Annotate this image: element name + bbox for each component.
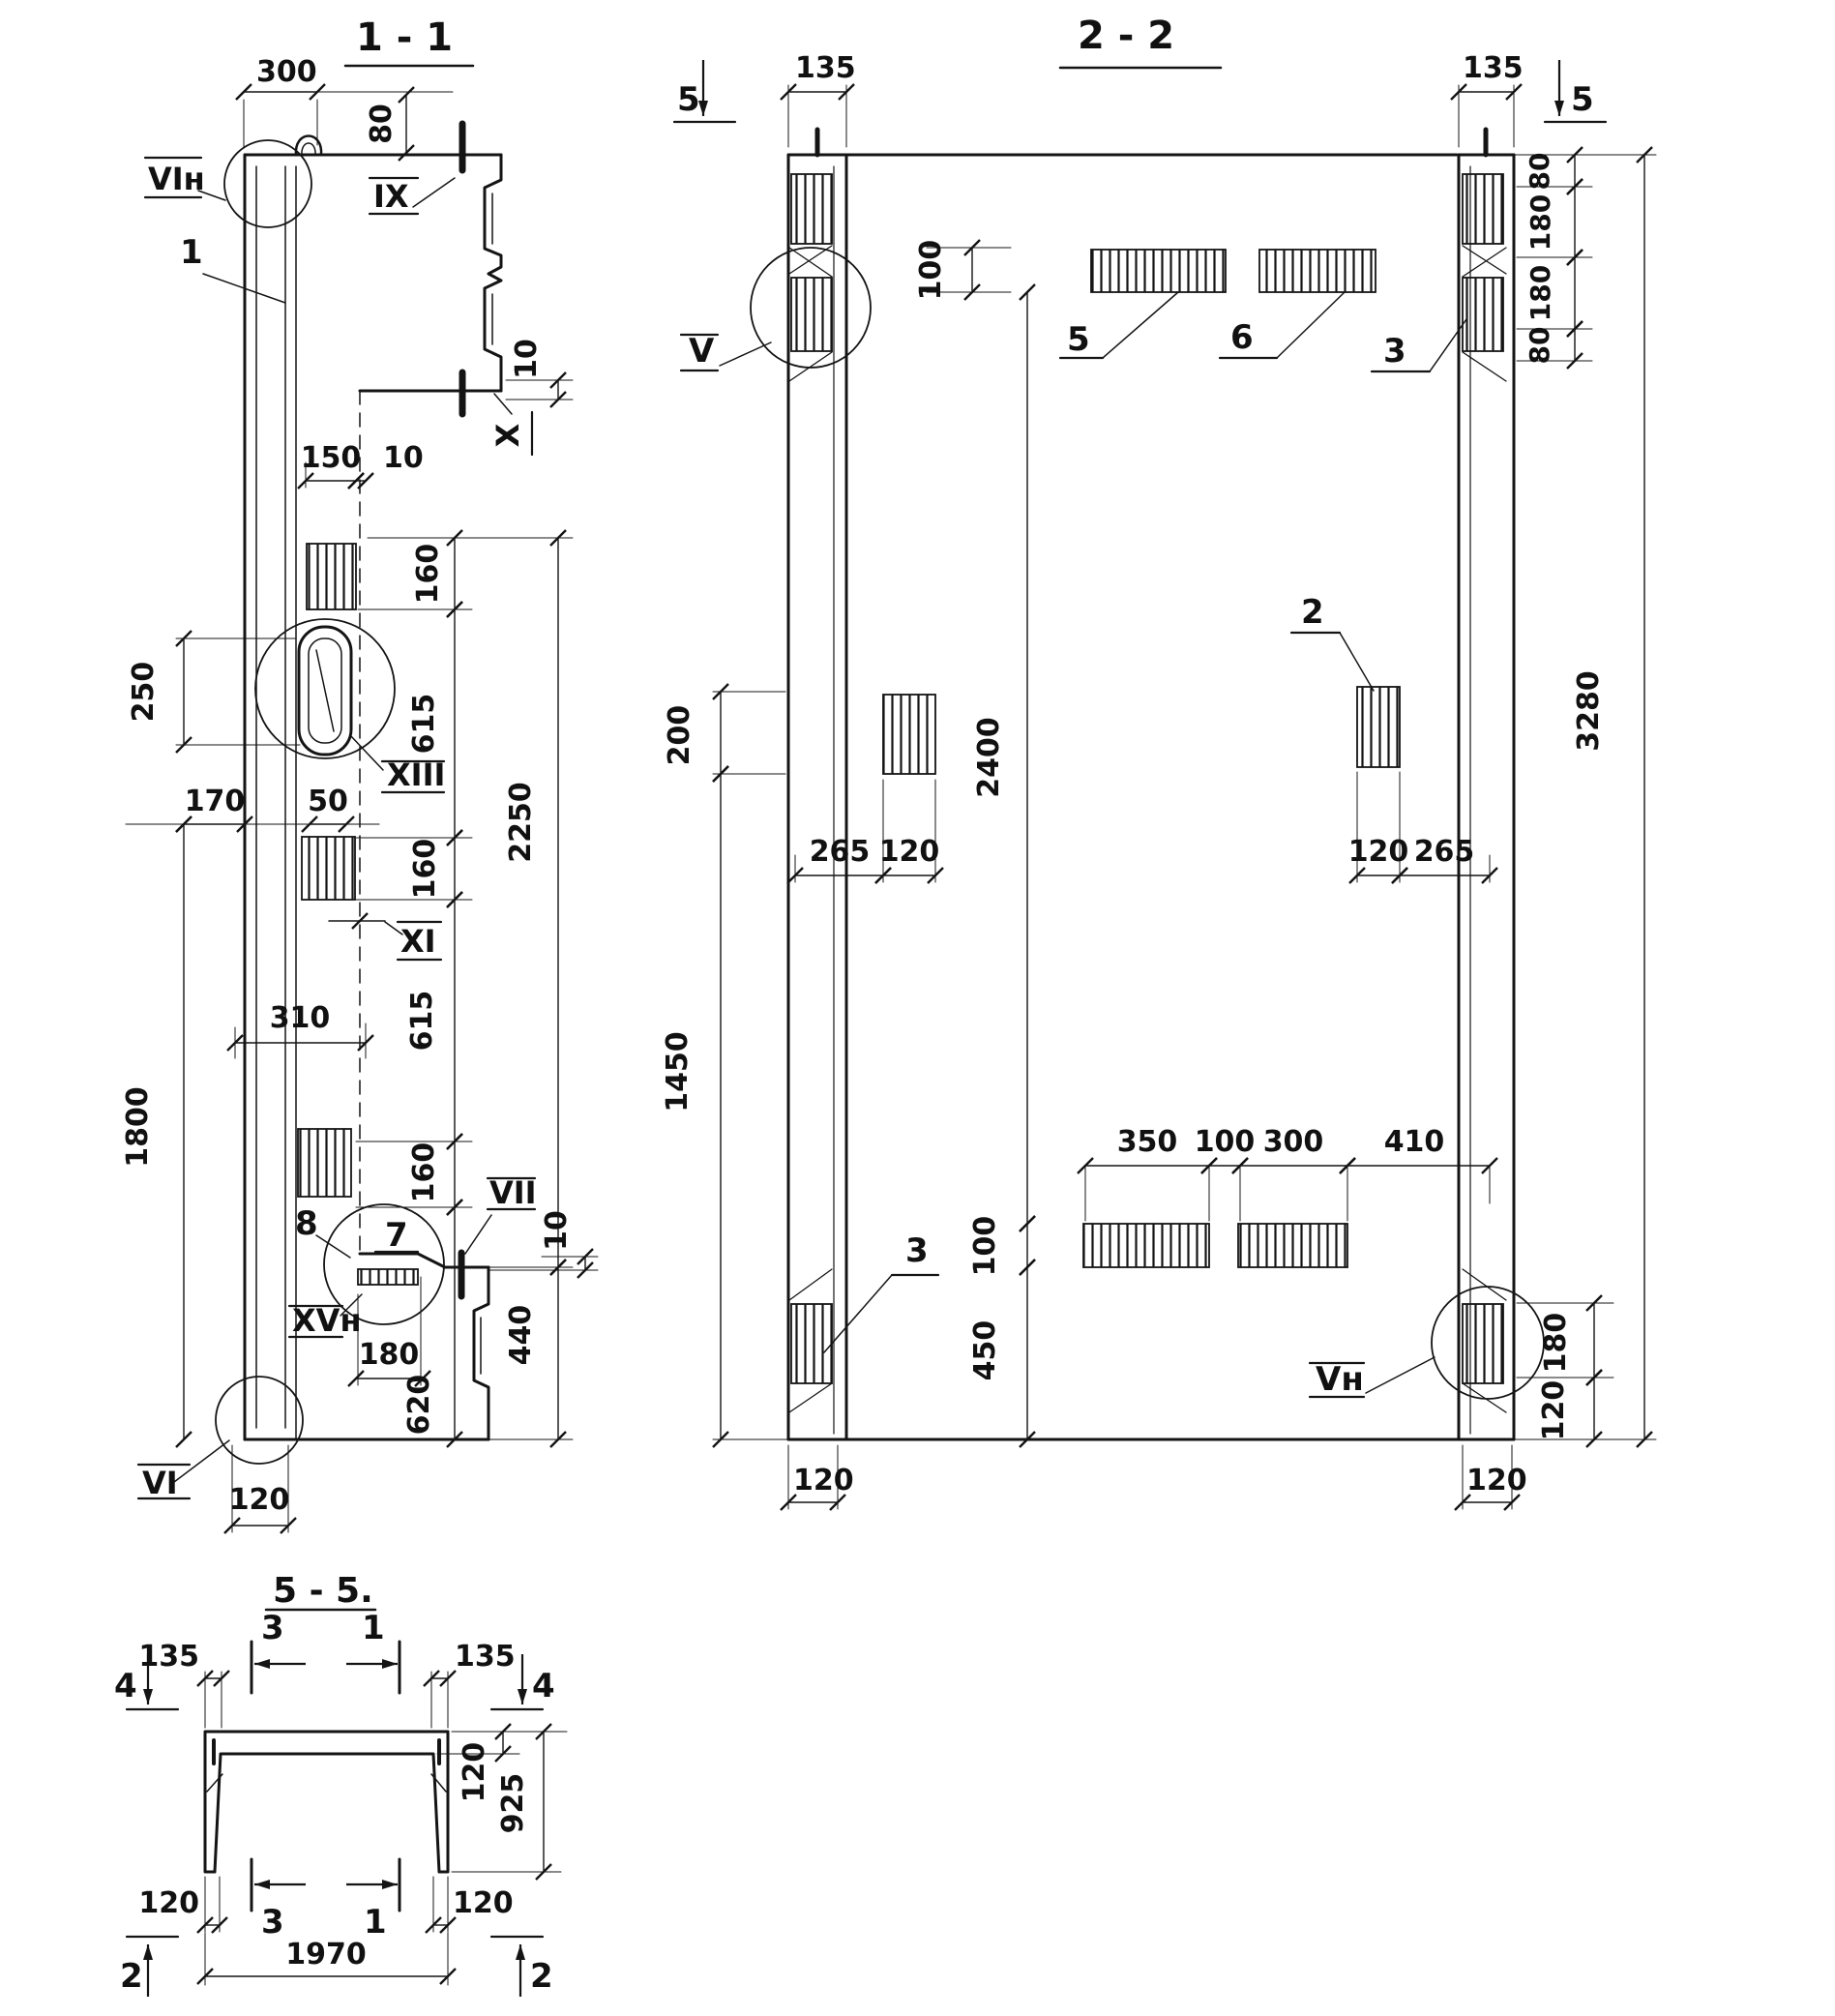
dim-615-a: 615 [407, 693, 441, 755]
leader-5: 5 [1067, 320, 1090, 359]
marker-2-right: 2 [530, 1957, 553, 1996]
dim-1970: 1970 [285, 1938, 367, 1972]
dim-2250: 2250 [504, 782, 538, 863]
drawing-line [789, 1269, 832, 1300]
leader-3-left: 3 [905, 1231, 929, 1270]
dim-10-bottom: 10 [540, 1210, 574, 1251]
dim-120-under-right: 120 [1466, 1464, 1527, 1497]
section-2-2 [661, 14, 1656, 1510]
rebar-hatch-area [1083, 1224, 1209, 1267]
dim-265-right: 265 [1413, 835, 1475, 869]
leader-3-top: 3 [1383, 332, 1406, 371]
drawing-line [1340, 633, 1374, 691]
marker-2-left: 2 [120, 1957, 143, 1996]
drawing-line [1103, 292, 1178, 358]
dim-100-mid: 100 [1194, 1125, 1256, 1159]
drawing-line [316, 1235, 350, 1258]
rebar-hatch-area [1463, 278, 1503, 351]
marker-1-top: 1 [362, 1609, 385, 1647]
dim-440: 440 [504, 1304, 538, 1366]
label-v-n: Vн [1316, 1360, 1364, 1399]
rebar-hatch-area [791, 278, 832, 351]
arrow-head [143, 1944, 153, 1960]
dim-135-right: 135 [455, 1640, 516, 1674]
drawing-path [302, 143, 315, 155]
drawing-line [1463, 248, 1506, 277]
dim-120-bottom-right: 120 [453, 1886, 514, 1920]
arrow-head [254, 1880, 270, 1889]
arrow-head [518, 1689, 527, 1705]
drawing-line [465, 1215, 491, 1254]
arrow-head [382, 1659, 398, 1669]
dim-160-c: 160 [407, 1141, 441, 1203]
label-xv-n: XVн [292, 1302, 362, 1339]
dim-620: 620 [402, 1374, 436, 1436]
dim-410: 410 [1383, 1125, 1445, 1159]
rebar-hatch-area [1463, 174, 1503, 244]
dim-1800: 1800 [121, 1086, 155, 1168]
detail-circle [216, 1377, 303, 1464]
label-vi: VI [142, 1465, 178, 1501]
rebar-hatch-area [1091, 250, 1226, 292]
dim-1450: 1450 [661, 1031, 695, 1112]
dim-250: 250 [127, 661, 161, 723]
drawing-line [174, 1440, 229, 1482]
dim-120-bottom-left: 120 [138, 1886, 199, 1920]
rebar-hatch-area [1463, 1304, 1503, 1383]
rebar-hatch-area [1238, 1224, 1347, 1267]
drawing-line [418, 1254, 445, 1267]
dim-180: 180 [358, 1338, 420, 1372]
rebar-hatch-area [791, 174, 832, 244]
drawing-line [1366, 1357, 1435, 1393]
label-ix: IX [373, 178, 409, 215]
drawing-outline [485, 155, 501, 391]
label-xi: XI [400, 923, 436, 960]
dim-180-bottom: 180 [1539, 1312, 1573, 1374]
rebar-hatch-area [302, 837, 355, 900]
dim-120-slab: 120 [458, 1741, 491, 1803]
marker-4-right: 4 [532, 1667, 555, 1705]
drawing-line [350, 735, 383, 770]
dim-80-top-b: 80 [1524, 326, 1555, 365]
dim-160-b: 160 [408, 838, 442, 900]
marker-5-left: 5 [677, 80, 700, 119]
dim-135-left: 135 [795, 51, 856, 85]
arrow-head [143, 1689, 153, 1705]
dim-120-right: 120 [1347, 835, 1409, 869]
dim-180-top-a: 180 [1524, 193, 1556, 252]
dim-170: 170 [184, 785, 246, 818]
dim-450: 450 [968, 1319, 1002, 1381]
dim-50: 50 [308, 785, 348, 818]
dim-350: 350 [1116, 1125, 1178, 1159]
dim-300: 300 [1262, 1125, 1324, 1159]
drawing-line [1463, 352, 1506, 381]
dim-2400: 2400 [972, 717, 1006, 798]
dim-180-top-b: 180 [1524, 264, 1556, 322]
drawing-line [789, 352, 832, 381]
label-vii: VII [489, 1174, 537, 1211]
arrow-head [516, 1944, 525, 1960]
dim-10-step: 10 [383, 441, 424, 475]
dim-135-right: 135 [1463, 51, 1524, 85]
dim-100-bottom: 100 [968, 1215, 1002, 1277]
drawing-outline [205, 1732, 448, 1872]
dim-200: 200 [663, 704, 696, 766]
drawing-line [1463, 1269, 1506, 1300]
drawing-line [413, 178, 455, 207]
dim-160-a: 160 [411, 543, 445, 605]
drawing-line [1463, 246, 1506, 274]
rebar-hatch-area [358, 1269, 418, 1285]
leader-7: 7 [385, 1216, 408, 1255]
marker-4-left: 4 [114, 1667, 137, 1705]
marker-5-right: 5 [1571, 80, 1594, 119]
rebar-hatch-area [1357, 687, 1400, 767]
section-1-1 [121, 15, 598, 1533]
label-xiii: XIII [387, 756, 446, 793]
dim-120-left: 120 [878, 835, 940, 869]
rebar-hatch-area [307, 544, 356, 609]
section-5-5 [114, 1571, 567, 1997]
marker-3-bottom: 3 [261, 1903, 284, 1942]
section-title-2-2: 2 - 2 [1078, 14, 1175, 58]
arrow-head [382, 1880, 398, 1889]
marker-1-bottom: 1 [364, 1903, 387, 1942]
arrow-head [254, 1659, 270, 1669]
label-v: V [689, 332, 715, 371]
dim-120-under-left: 120 [793, 1464, 854, 1497]
dim-120-bottom-chain: 120 [1537, 1379, 1571, 1441]
drawing-line [316, 650, 334, 731]
dim-265-left: 265 [809, 835, 871, 869]
rebar-hatch-area [1259, 250, 1376, 292]
label-vi-n: VIн [148, 161, 205, 197]
leader-2: 2 [1301, 593, 1324, 632]
leader-6: 6 [1230, 318, 1254, 357]
drawing-line [789, 1383, 832, 1412]
dim-80-top-a: 80 [1524, 152, 1555, 191]
dim-80: 80 [365, 104, 399, 144]
dim-120-bottom: 120 [228, 1483, 290, 1517]
section-title-1-1: 1 - 1 [356, 15, 454, 60]
rebar-hatch-area [298, 1129, 351, 1197]
dim-615-b: 615 [405, 990, 439, 1052]
leader-1: 1 [180, 233, 203, 272]
drawing-line [720, 342, 771, 366]
section-title-5-5: 5 - 5. [273, 1571, 373, 1611]
dim-310: 310 [269, 1001, 331, 1035]
dim-150: 150 [300, 441, 362, 475]
leader-8: 8 [295, 1204, 318, 1243]
dim-10-top: 10 [510, 339, 544, 379]
drawing-line [789, 248, 832, 277]
rebar-hatch-area [883, 695, 935, 774]
drawing-line [494, 394, 512, 414]
drawing-line [1430, 319, 1466, 371]
label-x: X [489, 423, 526, 448]
rebar-hatch-area [791, 1304, 832, 1383]
dim-925: 925 [496, 1772, 530, 1834]
marker-3-top: 3 [261, 1609, 284, 1647]
dim-100-top: 100 [914, 239, 948, 301]
dim-300: 300 [256, 55, 317, 89]
arrow-head [1554, 101, 1564, 116]
drawing-line [1277, 292, 1345, 358]
dim-135-left: 135 [138, 1640, 199, 1674]
dim-3280: 3280 [1572, 670, 1606, 752]
